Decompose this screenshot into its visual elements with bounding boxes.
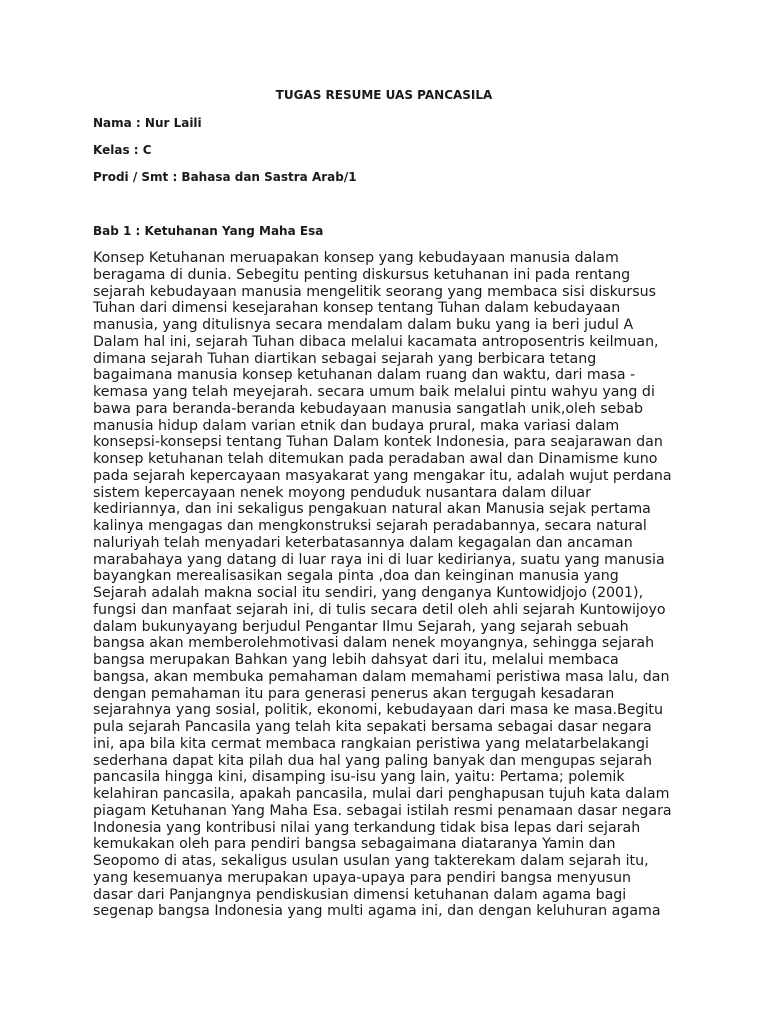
body-line: Indonesia yang kontribusi nilai yang terkandung tidak bisa lepas dari sejarah xyxy=(93,819,641,836)
body-line: kalinya mengagas dan mengkonstruksi sejarah peradabannya, secara natural xyxy=(93,518,647,534)
body-line: kediriannya, dan ini sekaligus pengakuan natural akan Manusia sejak pertama xyxy=(93,501,651,518)
body-line: dalam bukunyayang berjudul Pengantar Ilmu Sejarah, yang sejarah sebuah xyxy=(93,618,629,635)
body-line: Konsep Ketuhanan meruapakan konsep yang kebudayaan manusia dalam xyxy=(93,250,619,266)
body-line: dimana sejarah Tuhan diartikan sebagai sejarah yang berbicara tetang xyxy=(93,350,597,367)
body-paragraph xyxy=(93,250,693,920)
body-line: kemasa yang telah meyejarah. secara umum baik melalui pintu wahyu yang di xyxy=(93,384,655,400)
body-line: beragama di dunia. Sebegitu penting diskursus ketuhanan ini pada rentang xyxy=(93,266,631,283)
body-line: yang kesemuanya merupakan upaya-upaya para pendiri bangsa menyusun xyxy=(93,869,631,886)
body-line: marabahaya yang datang di luar raya ini di luar kedirianya, suatu yang manusia xyxy=(93,551,665,568)
body-line: fungsi dan manfaat sejarah ini, di tulis secara detil oleh ahli sejarah Kuntowijoyo xyxy=(93,601,666,618)
body-line: bangsa merupakan Bahkan yang lebih dahsyat dari itu, melalui membaca xyxy=(93,652,619,668)
body-line: konsepsi-konsepsi tentang Tuhan Dalam kontek Indonesia, para seajarawan dan xyxy=(93,434,663,451)
body-line: bayangkan merealisasikan segala pinta ,doa dan keinginan manusia yang xyxy=(93,568,619,585)
chapter-heading: Bab 1 : Ketuhanan Yang Maha Esa xyxy=(93,224,324,238)
body-line: pula sejarah Pancasila yang telah kita sepakati bersama sebagai dasar negara xyxy=(93,719,652,735)
body-line: Dalam hal ini, sejarah Tuhan dibaca melalui kacamata antroposentris keilmuan, xyxy=(93,333,659,350)
body-line: bangsa, akan membuka pemahaman dalam memahami peristiwa masa lalu, dan xyxy=(93,668,670,685)
body-line: Sejarah adalah makna social itu sendiri, yang denganya Kuntowidjojo (2001), xyxy=(93,585,644,601)
body-line: bangsa akan memberolehmotivasi dalam nenek moyangnya, sehingga sejarah xyxy=(93,635,655,652)
class-label: Kelas : C xyxy=(93,143,152,157)
body-line: manusia hidup dalam varian etnik dan budaya prural, maka variasi dalam xyxy=(93,417,620,434)
body-line: pada sejarah kepercayaan masyakarat yang mengakar itu, adalah wujut perdana xyxy=(93,467,672,484)
body-line: dasar dari Panjangnya pendiskusian dimensi ketuhanan dalam agama bagi xyxy=(93,886,627,903)
body-line: sistem kepercayaan nenek moyong penduduk nusantara dalam diluar xyxy=(93,484,591,501)
body-line: manusia, yang ditulisnya secara mendalam dalam buku yang ia beri judul A xyxy=(93,317,634,333)
body-line: segenap bangsa Indonesia yang multi agama ini, dan dengan keluhuran agama xyxy=(93,903,661,920)
body-line: pancasila hingga kini, disamping isu-isu yang lain, yaitu: Pertama; polemik xyxy=(93,769,625,786)
body-line: piagam Ketuhanan Yang Maha Esa. sebagai istilah resmi penamaan dasar negara xyxy=(93,802,672,819)
body-line: dengan pemahaman itu para generasi penerus akan tergugah kesadaran xyxy=(93,685,615,702)
body-line: naluriyah telah menyadari keterbatasannya dalam kegagalan dan ancaman xyxy=(93,534,633,551)
body-line: kelahiran pancasila, apakah pancasila, mulai dari penghapusan tujuh kata dalam xyxy=(93,786,670,802)
body-line: konsep ketuhanan telah ditemukan pada peradaban awal dan Dinamisme kuno xyxy=(93,451,658,467)
body-line: Tuhan dari dimensi kesejarahan konsep tentang Tuhan dalam kebudayaan xyxy=(93,300,621,317)
body-line: bagaimana manusia konsep ketuhanan dalam ruang dan waktu, dari masa - xyxy=(93,367,636,384)
body-line: sejarah kebudayaan manusia mengelitik seorang yang membaca sisi diskursus xyxy=(93,283,657,300)
program-semester: Prodi / Smt : Bahasa dan Sastra Arab/1 xyxy=(93,170,357,184)
body-line: sederhana dapat kita pilah dua hal yang paling banyak dan mengupas sejarah xyxy=(93,752,652,769)
body-line: Seopomo di atas, sekaligus usulan usulan yang takterekam dalam sejarah itu, xyxy=(93,853,649,869)
document-title: TUGAS RESUME UAS PANCASILA xyxy=(275,88,493,102)
body-line: bawa para beranda-beranda kebudayaan manusia sangatlah unik,oleh sebab xyxy=(93,400,644,417)
student-name: Nama : Nur Laili xyxy=(93,116,202,130)
body-line: ini, apa bila kita cermat membaca rangkaian peristiwa yang melatarbelakangi xyxy=(93,735,649,752)
body-line: kemukakan oleh para pendiri bangsa sebagaimana diataranya Yamin dan xyxy=(93,836,616,853)
body-line: sejarahnya yang sosial, politik, ekonomi, kebudayaan dari masa ke masa.Begitu xyxy=(93,702,663,719)
